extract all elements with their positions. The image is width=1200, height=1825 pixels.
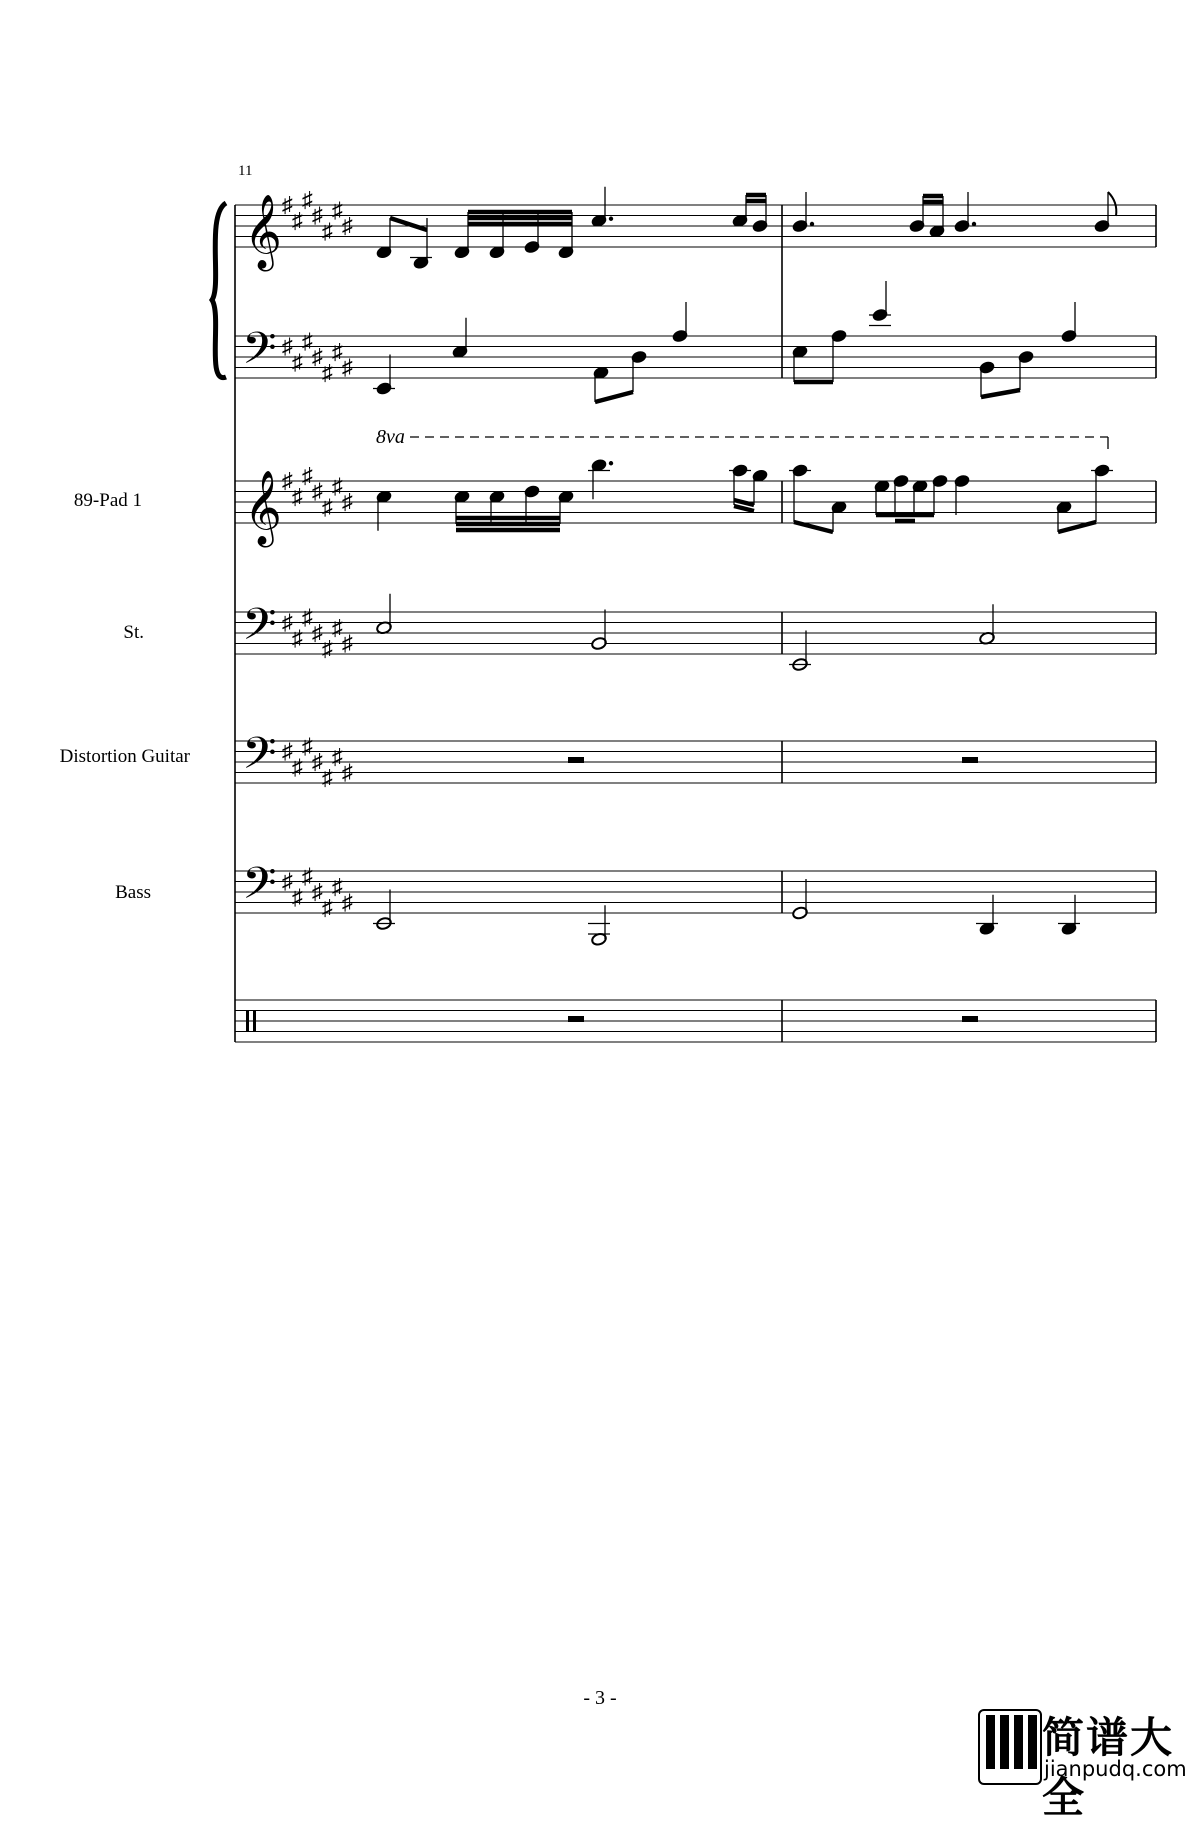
- note: [789, 631, 811, 672]
- treble-clef: 𝄞: [244, 472, 282, 543]
- note: [452, 318, 469, 359]
- note: [954, 474, 971, 515]
- sharp-sign: ♯: [332, 197, 343, 223]
- page-number: - 3 -: [583, 1687, 617, 1709]
- instrument-label-st: St.: [123, 622, 144, 643]
- logo-url: jianpudq.com: [1044, 1757, 1187, 1781]
- note: [672, 302, 689, 343]
- piano-keys-icon: [978, 1709, 1042, 1785]
- sharp-sign: ♯: [312, 202, 323, 228]
- sharp-sign: ♯: [292, 207, 303, 233]
- sharp-sign: ♯: [312, 620, 323, 645]
- sharp-sign: ♯: [312, 478, 323, 504]
- key-signatures: [282, 187, 353, 920]
- note: [588, 458, 613, 499]
- instrument-label-pad: 89-Pad 1: [73, 490, 142, 511]
- sharp-sign: ♯: [342, 889, 353, 915]
- note: [591, 610, 608, 651]
- rests: [568, 757, 978, 1022]
- sharp-sign: ♯: [342, 489, 353, 514]
- octave-mark: 8va: [376, 426, 405, 448]
- sharp-sign: ♯: [292, 754, 303, 780]
- note: [588, 905, 610, 946]
- note: [1058, 895, 1080, 936]
- sharp-sign: ♯: [302, 863, 313, 889]
- sharp-sign: ♯: [312, 879, 323, 904]
- flag: [1108, 192, 1116, 216]
- sharp-sign: ♯: [302, 186, 313, 212]
- note: [591, 187, 613, 228]
- note: [869, 281, 891, 326]
- note: [789, 463, 811, 477]
- whole-rest: [962, 1016, 978, 1022]
- sharp-sign: ♯: [332, 873, 343, 899]
- note: [410, 256, 432, 270]
- sharp-sign: ♯: [322, 894, 333, 920]
- whole-rest: [568, 757, 584, 763]
- sharp-sign: ♯: [322, 218, 333, 244]
- sharp-sign: ♯: [292, 884, 303, 910]
- bass-clef: 𝄢: [242, 324, 277, 384]
- notes: [373, 187, 1116, 947]
- site-logo[interactable]: [976, 1703, 1198, 1822]
- sharp-sign: ♯: [332, 614, 343, 640]
- note: [373, 890, 395, 931]
- percussion-clef: [246, 1010, 249, 1032]
- sharp-sign: ♯: [292, 483, 303, 509]
- note: [792, 879, 809, 920]
- note: [792, 192, 814, 233]
- note: [979, 604, 996, 645]
- bass-clef: 𝄢: [242, 729, 277, 789]
- whole-rest: [962, 757, 978, 763]
- sharp-sign: ♯: [322, 764, 333, 790]
- beam: [595, 392, 633, 402]
- sharp-sign: ♯: [342, 759, 353, 785]
- beam: [734, 506, 754, 511]
- sharp-sign: ♯: [302, 604, 313, 630]
- sharp-sign: ♯: [302, 462, 313, 488]
- clefs: [242, 196, 282, 1032]
- treble-clef: 𝄞: [244, 196, 282, 267]
- note: [376, 594, 393, 635]
- note: [1061, 302, 1078, 343]
- octave-line: [376, 426, 1108, 449]
- instrument-label-bass: Bass: [115, 882, 151, 903]
- note: [954, 192, 976, 233]
- note: [373, 355, 395, 396]
- sharp-sign: ♯: [282, 609, 293, 635]
- beam: [734, 500, 754, 505]
- logo-title: 简谱大全: [1042, 1713, 1175, 1822]
- bass-clef: 𝄢: [242, 600, 277, 660]
- sharp-sign: ♯: [332, 338, 343, 364]
- sharp-sign: ♯: [342, 213, 353, 238]
- sharp-sign: ♯: [332, 743, 343, 769]
- sharp-sign: ♯: [282, 738, 293, 764]
- sharp-sign: ♯: [282, 868, 293, 894]
- sharp-sign: ♯: [282, 468, 293, 493]
- sharp-sign: ♯: [342, 354, 353, 380]
- beam: [981, 390, 1020, 397]
- percussion-clef: [253, 1010, 256, 1032]
- piano-brace: [212, 203, 226, 378]
- barlines: [235, 202, 1156, 1042]
- instrument-label-guitar: Distortion Guitar: [59, 746, 190, 767]
- note: [729, 463, 751, 477]
- sharp-sign: ♯: [342, 630, 353, 656]
- sharp-sign: ♯: [302, 328, 313, 354]
- sharp-sign: ♯: [322, 359, 333, 385]
- sharp-sign: ♯: [292, 349, 303, 375]
- sharp-sign: ♯: [332, 473, 343, 499]
- sharp-sign: ♯: [312, 749, 323, 774]
- sharp-sign: ♯: [322, 494, 333, 520]
- note: [1091, 463, 1113, 477]
- bass-clef: 𝄢: [242, 859, 277, 919]
- whole-rest: [568, 1016, 584, 1022]
- sharp-sign: ♯: [282, 192, 293, 217]
- sharp-sign: ♯: [282, 333, 293, 359]
- note: [1094, 192, 1111, 233]
- sharp-sign: ♯: [302, 733, 313, 759]
- measure-number: 11: [238, 163, 253, 179]
- staff-lines: [235, 202, 1156, 1042]
- note: [976, 895, 998, 936]
- sharp-sign: ♯: [312, 344, 323, 369]
- sharp-sign: ♯: [292, 625, 303, 651]
- note: [376, 490, 393, 531]
- beam: [390, 218, 427, 230]
- sharp-sign: ♯: [322, 635, 333, 661]
